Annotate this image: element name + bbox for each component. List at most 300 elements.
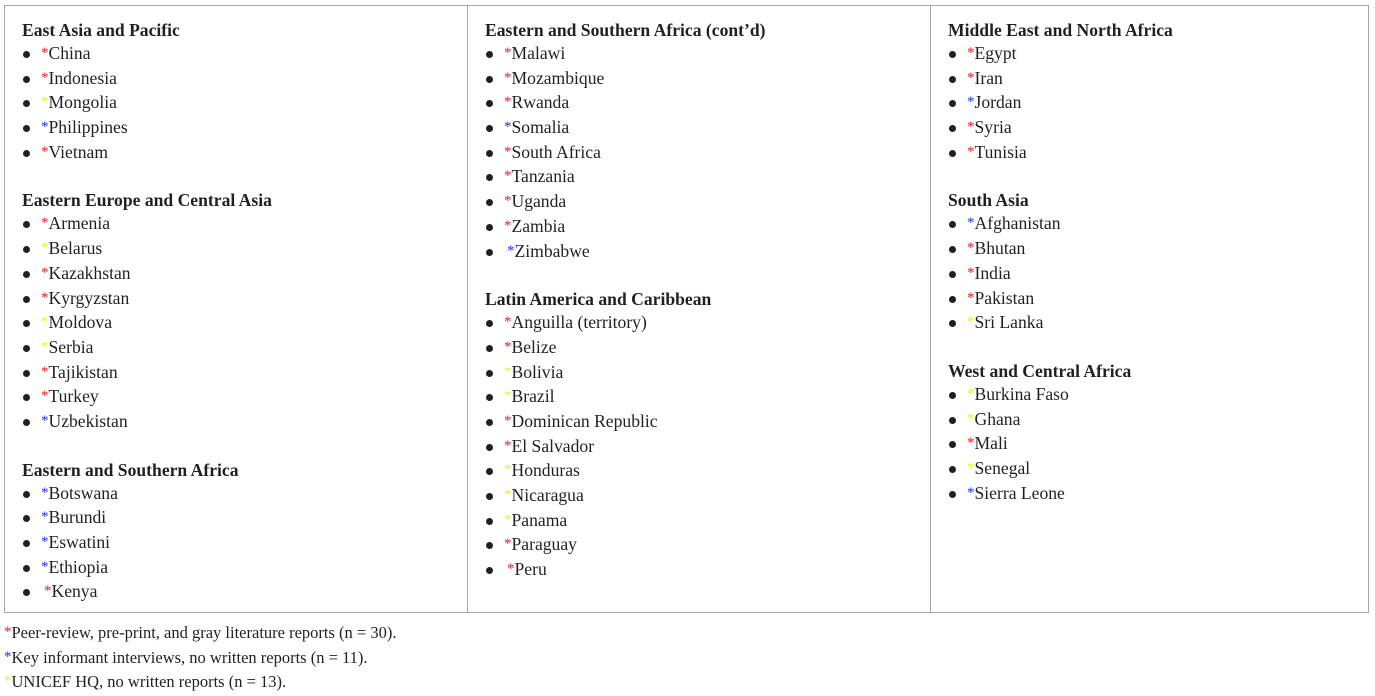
country-list-item [948, 407, 1368, 432]
country-entry [504, 337, 556, 357]
source-marker-red: * [507, 561, 515, 578]
region-block [22, 19, 467, 164]
source-marker-red: * [967, 143, 975, 160]
bullet-icon [949, 125, 956, 132]
country-name: Sri Lanka [974, 312, 1044, 333]
bullet-icon [486, 542, 493, 549]
country-list-item [485, 90, 930, 115]
region-title: East Asia and Pacific [22, 20, 180, 40]
column-2 [468, 6, 931, 612]
country-name: Kenya [51, 581, 98, 602]
bullet-icon [486, 444, 493, 451]
bullet-icon [949, 296, 956, 303]
source-marker-red: * [41, 264, 49, 281]
source-marker-red: * [41, 215, 49, 232]
legend-text: Peer-review, pre-print, and gray literature reports (n = 30). [11, 623, 397, 642]
region-block [948, 19, 1368, 164]
source-marker-yellow: * [41, 314, 49, 331]
bullet-icon [486, 320, 493, 327]
country-list-item [22, 236, 467, 261]
bullet-icon [949, 466, 956, 473]
country-entry [967, 409, 1020, 429]
bullet-icon [486, 419, 493, 426]
bullet-icon [486, 76, 493, 83]
bullet-icon [23, 345, 30, 352]
country-name: Somalia [511, 117, 570, 138]
source-marker-yellow: * [967, 385, 975, 402]
bullet-icon [486, 493, 493, 500]
country-name: Jordan [974, 92, 1022, 113]
bullet-icon [949, 491, 956, 498]
country-entry [41, 337, 93, 357]
bullet-icon [23, 370, 30, 377]
country-entry [967, 117, 1012, 137]
country-list-item [22, 579, 467, 604]
country-list-item [485, 458, 930, 483]
country-entry [41, 532, 110, 552]
country-name: Ethiopia [48, 556, 109, 577]
country-entry [41, 92, 117, 112]
country-entry [504, 534, 577, 554]
country-entry [504, 510, 567, 530]
source-marker-blue: * [41, 484, 49, 501]
country-list-item [22, 505, 467, 530]
country-list-item [485, 164, 930, 189]
country-list-item [22, 286, 467, 311]
country-list-item [948, 481, 1368, 506]
country-name: Vietnam [48, 141, 109, 162]
bullet-icon [23, 100, 30, 107]
bullet-icon [486, 51, 493, 58]
country-entry [504, 216, 565, 236]
source-marker-blue: * [41, 558, 49, 575]
column-3 [931, 6, 1368, 612]
bullet-icon [23, 320, 30, 327]
country-list-item [948, 286, 1368, 311]
country-list-item [22, 66, 467, 91]
country-list-item [948, 66, 1368, 91]
source-marker-red: * [967, 119, 975, 136]
country-list [485, 41, 930, 263]
source-marker-blue: * [41, 412, 49, 429]
legend-text: Key informant interviews, no written reports (n = 11). [11, 647, 368, 667]
country-entry [504, 436, 594, 456]
source-marker-red: * [41, 388, 49, 405]
bullet-icon [486, 174, 493, 181]
country-name: Mongolia [48, 92, 117, 113]
country-entry [504, 68, 604, 88]
bullet-icon [486, 125, 493, 132]
region-block [948, 360, 1368, 505]
country-name: Uzbekistan [48, 410, 128, 431]
region-title: South Asia [948, 190, 1029, 211]
bullet-icon [486, 224, 493, 231]
source-marker-yellow: * [41, 94, 49, 111]
source-marker-red: * [504, 143, 512, 160]
country-name: Sierra Leone [974, 482, 1065, 503]
country-name: Kyrgyzstan [48, 287, 130, 308]
bullet-icon [949, 417, 956, 424]
source-marker-red: * [504, 338, 512, 355]
country-name: Zambia [511, 215, 566, 236]
source-marker-red: * [504, 412, 512, 429]
country-list-item [485, 335, 930, 360]
country-entry [504, 411, 658, 431]
country-list-item [948, 140, 1368, 165]
source-marker-red: * [504, 45, 512, 61]
source-marker-blue: * [967, 94, 975, 111]
bullet-icon [486, 345, 493, 352]
country-entry [41, 263, 131, 283]
source-marker-red: * [967, 45, 975, 61]
country-entry [967, 483, 1065, 503]
source-marker-yellow: * [504, 462, 512, 479]
source-marker-blue: * [504, 119, 512, 136]
country-list-item [485, 384, 930, 409]
bullet-icon [949, 441, 956, 448]
country-list-item [948, 236, 1368, 261]
bullet-icon [486, 100, 493, 107]
source-marker-red: * [967, 264, 975, 281]
country-entry [41, 288, 129, 308]
country-list-item [948, 431, 1368, 456]
country-entry [967, 263, 1011, 283]
country-name: Anguilla (territory) [511, 312, 647, 333]
country-list-item [22, 310, 467, 335]
country-name: El Salvador [511, 435, 595, 456]
source-marker-red: * [44, 583, 52, 600]
bullet-icon [23, 51, 30, 58]
country-name: Pakistan [974, 287, 1035, 308]
source-marker-red: * [504, 168, 512, 185]
country-list-item [948, 261, 1368, 286]
country-list-item [22, 409, 467, 434]
country-list-item [22, 211, 467, 236]
bullet-icon [949, 246, 956, 253]
country-name: Tanzania [511, 166, 575, 187]
country-name: Peru [514, 559, 547, 580]
country-name: Syria [974, 117, 1012, 138]
country-list [948, 211, 1368, 334]
country-name: Bhutan [974, 238, 1026, 259]
region-block [22, 189, 467, 433]
country-list-item [22, 41, 467, 66]
country-entry [967, 92, 1021, 112]
country-entry [41, 117, 128, 137]
country-name: Turkey [48, 386, 99, 407]
source-marker-yellow: * [504, 511, 512, 528]
country-list [22, 211, 467, 433]
legend-entry [4, 621, 396, 646]
column-1 [5, 6, 468, 612]
source-marker-yellow: * [504, 487, 512, 503]
bullet-icon [949, 150, 956, 157]
country-entry [967, 458, 1030, 478]
source-marker-red: * [967, 69, 975, 86]
source-marker-blue: * [41, 509, 49, 526]
source-marker-yellow: * [967, 314, 975, 331]
country-list-item [485, 483, 930, 508]
bullet-icon [486, 518, 493, 525]
source-marker-red: * [41, 45, 49, 61]
country-entry [41, 581, 97, 601]
country-list-item [948, 456, 1368, 481]
country-list-item [948, 90, 1368, 115]
country-name: Mali [974, 433, 1008, 454]
country-entry [967, 213, 1061, 233]
country-list-item [22, 530, 467, 555]
country-name: Burundi [48, 507, 107, 528]
country-name: Bolivia [511, 361, 564, 382]
source-marker-yellow: * [4, 673, 12, 690]
country-entry [967, 288, 1034, 308]
source-marker-red: * [967, 435, 975, 452]
country-list-item [485, 140, 930, 165]
country-name: Afghanistan [974, 213, 1061, 234]
bullet-icon [23, 491, 30, 498]
source-marker-blue: * [4, 648, 12, 665]
country-entry [504, 386, 555, 406]
bullet-icon [23, 246, 30, 253]
country-list-item [22, 384, 467, 409]
country-name: Brazil [511, 386, 555, 407]
country-list-item [948, 41, 1368, 66]
country-name: Moldova [48, 312, 113, 333]
country-list [22, 481, 467, 604]
country-list-item [22, 140, 467, 165]
region-title: Eastern Europe and Central Asia [22, 190, 272, 211]
bullet-icon [23, 150, 30, 157]
country-list [485, 310, 930, 582]
bullet-icon [23, 394, 30, 401]
country-name: Dominican Republic [511, 410, 658, 431]
bullet-icon [23, 589, 30, 596]
country-name: Eswatini [48, 532, 111, 552]
legend-text: UNICEF HQ, no written reports (n = 13). [11, 672, 287, 692]
source-marker-red: * [504, 536, 512, 553]
source-marker-blue: * [507, 242, 515, 259]
source-marker-red: * [967, 240, 975, 257]
country-name: Uganda [511, 191, 567, 212]
country-list-item [485, 310, 930, 335]
source-marker-red: * [41, 289, 49, 306]
country-name: Malawi [511, 43, 566, 63]
country-list-item [485, 115, 930, 140]
source-marker-yellow: * [504, 388, 512, 405]
legend-entry [4, 670, 396, 695]
bullet-icon [23, 76, 30, 83]
region-block [485, 19, 930, 263]
country-entry [504, 166, 575, 186]
country-entry [504, 362, 563, 382]
bullet-icon [949, 100, 956, 107]
country-list-item [485, 239, 930, 264]
bullet-icon [486, 370, 493, 377]
country-name: Rwanda [511, 92, 570, 113]
country-list [948, 41, 1368, 164]
source-marker-red: * [504, 193, 512, 210]
country-name: Paraguay [511, 534, 577, 555]
country-name: Tajikistan [48, 361, 118, 382]
legend-entry [4, 646, 396, 671]
country-name: Botswana [48, 482, 118, 503]
country-list-item [485, 41, 930, 66]
source-marker-blue: * [967, 215, 975, 232]
country-list-item [22, 481, 467, 506]
region-block [22, 459, 467, 604]
country-name: Kazakhstan [48, 262, 131, 283]
country-name: Philippines [48, 117, 128, 138]
country-entry [967, 68, 1003, 88]
country-entry [41, 386, 99, 406]
source-marker-blue: * [967, 484, 975, 501]
country-name: Belarus [48, 238, 103, 259]
region-title: West and Central Africa [948, 360, 1132, 381]
country-name: Belize [511, 336, 557, 357]
source-marker-blue: * [41, 534, 49, 550]
legend [4, 621, 396, 695]
country-entry [41, 411, 128, 431]
country-name: Serbia [48, 336, 94, 357]
bullet-icon [23, 565, 30, 572]
country-list-item [22, 115, 467, 140]
region-title: Eastern and Southern Africa (cont’d) [485, 20, 766, 40]
country-entry [41, 238, 102, 258]
source-marker-red: * [504, 69, 512, 86]
country-entry [41, 507, 106, 527]
source-marker-red: * [41, 143, 49, 160]
bullet-icon [486, 394, 493, 401]
country-name: Honduras [511, 460, 580, 481]
bullet-icon [23, 540, 30, 547]
country-entry [967, 238, 1025, 258]
country-list-item [485, 434, 930, 459]
country-name: Iran [974, 67, 1003, 88]
bullet-icon [23, 271, 30, 278]
country-entry [41, 142, 108, 162]
country-name: Ghana [974, 408, 1021, 429]
source-marker-yellow: * [41, 338, 49, 355]
bullet-icon [949, 271, 956, 278]
source-marker-red: * [504, 314, 512, 331]
bullet-icon [23, 221, 30, 228]
country-list-item [485, 557, 930, 582]
country-entry [504, 92, 569, 112]
source-marker-red: * [4, 624, 12, 640]
country-name: Nicaragua [511, 485, 584, 505]
country-list-item [485, 508, 930, 533]
bullet-icon [23, 296, 30, 303]
country-entry [504, 312, 647, 332]
country-entry [41, 483, 118, 503]
country-entry [41, 43, 91, 63]
region-block [485, 288, 930, 582]
source-marker-yellow: * [41, 240, 49, 257]
bullet-icon [949, 76, 956, 83]
bullet-icon [486, 468, 493, 475]
country-entry [41, 362, 118, 382]
country-name: Tunisia [974, 141, 1027, 162]
country-list-item [22, 335, 467, 360]
country-entry [967, 142, 1027, 162]
country-entry [504, 142, 601, 162]
country-list-item [948, 382, 1368, 407]
country-entry [967, 43, 1017, 63]
bullet-icon [486, 249, 493, 256]
country-entry [504, 485, 584, 505]
region-title: Latin America and Caribbean [485, 289, 712, 310]
bullet-icon [23, 419, 30, 426]
country-list-item [485, 532, 930, 557]
source-marker-red: * [41, 69, 49, 86]
region-title: Middle East and North Africa [948, 20, 1173, 40]
country-name: Panama [511, 509, 568, 530]
country-list-item [22, 90, 467, 115]
country-list-item [22, 261, 467, 286]
bullet-icon [23, 515, 30, 522]
country-name: Egypt [974, 43, 1017, 63]
source-marker-red: * [41, 363, 49, 380]
country-entry [967, 312, 1043, 332]
source-marker-yellow: * [967, 459, 975, 476]
bullet-icon [949, 221, 956, 228]
bullet-icon [949, 320, 956, 327]
country-entry [504, 117, 569, 137]
bullet-icon [23, 125, 30, 132]
country-entry [41, 68, 117, 88]
country-entry [967, 433, 1008, 453]
country-name: India [974, 262, 1011, 283]
country-list-item [948, 310, 1368, 335]
source-marker-red: * [504, 437, 512, 454]
country-entry [504, 460, 580, 480]
country-name: Senegal [974, 457, 1031, 478]
country-list-item [948, 211, 1368, 236]
country-list-item [485, 409, 930, 434]
bullet-icon [486, 199, 493, 206]
country-name: China [48, 43, 91, 63]
country-name: Mozambique [511, 67, 605, 88]
bullet-icon [486, 567, 493, 574]
bullet-icon [486, 150, 493, 157]
country-list-item [485, 214, 930, 239]
country-name: Armenia [48, 213, 111, 234]
source-marker-blue: * [41, 119, 49, 136]
country-list-item [485, 66, 930, 91]
country-entry [967, 384, 1069, 404]
country-list [22, 41, 467, 164]
country-entry [504, 191, 566, 211]
country-list-item [485, 360, 930, 385]
country-list-item [22, 360, 467, 385]
country-list-item [22, 555, 467, 580]
source-marker-yellow: * [967, 410, 975, 427]
country-entry [41, 557, 108, 577]
country-entry [504, 43, 565, 63]
source-marker-red: * [504, 217, 512, 234]
country-name: South Africa [511, 141, 601, 162]
country-entry [41, 213, 110, 233]
country-entry [41, 312, 112, 332]
country-entry [504, 559, 547, 579]
region-block [948, 189, 1368, 334]
country-name: Indonesia [48, 67, 117, 88]
regions-table [4, 5, 1369, 613]
country-list-item [485, 189, 930, 214]
source-marker-red: * [504, 94, 512, 111]
bullet-icon [949, 51, 956, 58]
country-list-item [948, 115, 1368, 140]
